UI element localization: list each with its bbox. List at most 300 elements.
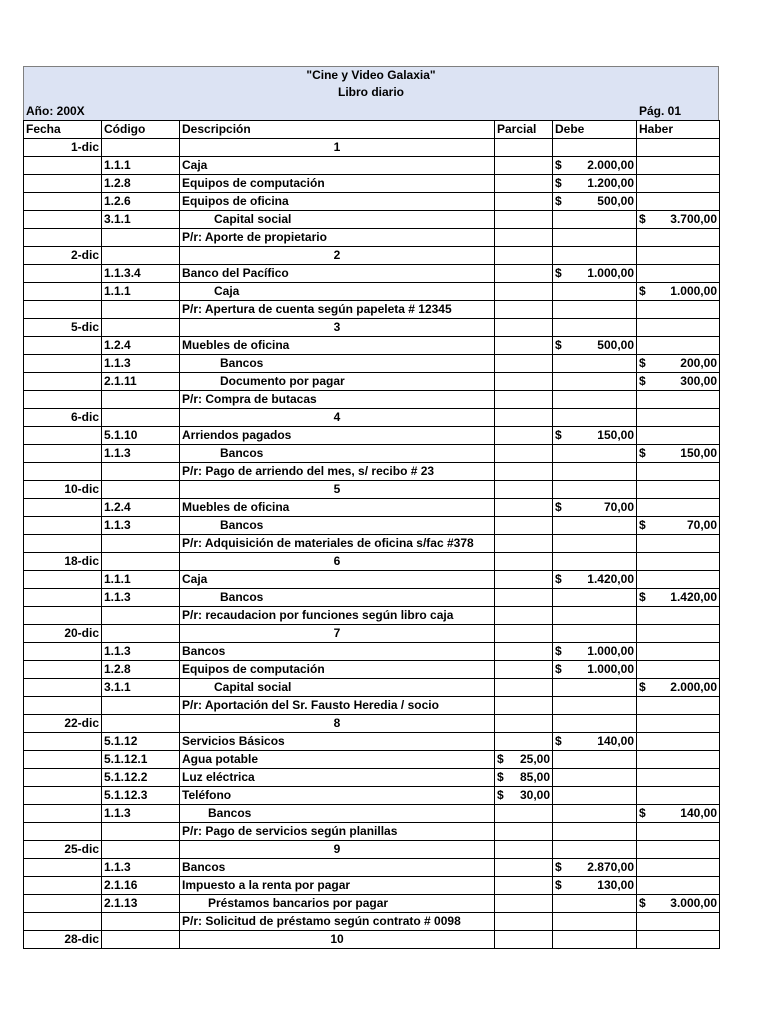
account-description: Caja	[180, 571, 495, 589]
haber-cell	[637, 607, 720, 625]
entry-number: 9	[180, 841, 495, 859]
debe-cell	[553, 913, 637, 931]
debe-cell	[553, 211, 637, 229]
currency-symbol: $	[555, 176, 562, 190]
debe-cell	[553, 787, 637, 805]
haber-cell	[637, 175, 720, 193]
haber-cell	[637, 787, 720, 805]
account-description: Servicios Básicos	[180, 733, 495, 751]
empty-cell	[24, 211, 102, 229]
account-description: P/r: Pago de arriendo del mes, s/ recibo # 23	[180, 463, 495, 481]
empty-cell	[102, 139, 180, 157]
amount: 1.000,00	[670, 284, 717, 298]
table-row	[24, 499, 720, 517]
empty-cell	[24, 463, 102, 481]
table-row	[24, 751, 720, 769]
account-code: 1.1.3	[102, 643, 180, 661]
currency-symbol: $	[639, 356, 646, 370]
debe-cell	[553, 859, 637, 877]
haber-cell	[637, 643, 720, 661]
account-code	[102, 229, 180, 247]
haber-cell	[637, 571, 720, 589]
parcial-cell	[495, 265, 553, 283]
account-description: Bancos	[180, 445, 495, 463]
account-code: 5.1.12	[102, 733, 180, 751]
account-description: P/r: recaudacion por funciones según libro caja	[180, 607, 495, 625]
currency-symbol: $	[639, 446, 646, 460]
parcial-cell	[495, 751, 553, 769]
empty-cell	[637, 625, 720, 643]
currency-symbol: $	[555, 428, 562, 442]
entry-number: 6	[180, 553, 495, 571]
table-row	[24, 733, 720, 751]
account-code: 1.1.3	[102, 445, 180, 463]
parcial-cell	[495, 445, 553, 463]
debe-cell	[553, 265, 637, 283]
entry-header-row	[24, 715, 720, 733]
parcial-cell	[495, 859, 553, 877]
col-parcial: Parcial	[495, 121, 553, 139]
haber-cell	[637, 877, 720, 895]
account-description: Bancos	[180, 517, 495, 535]
empty-cell	[495, 553, 553, 571]
empty-cell	[24, 697, 102, 715]
currency-symbol: $	[497, 770, 504, 784]
entry-date: 20-dic	[24, 625, 102, 643]
account-code	[102, 391, 180, 409]
currency-symbol: $	[555, 338, 562, 352]
entry-header-row	[24, 139, 720, 157]
amount: 70,00	[603, 500, 634, 514]
account-description: P/r: Aportación del Sr. Fausto Heredia / socio	[180, 697, 495, 715]
account-description: Bancos	[180, 805, 495, 823]
haber-cell	[637, 337, 720, 355]
haber-cell	[637, 391, 720, 409]
account-code: 3.1.1	[102, 679, 180, 697]
parcial-cell	[495, 391, 553, 409]
entry-date: 18-dic	[24, 553, 102, 571]
empty-cell	[24, 535, 102, 553]
amount: 140,00	[597, 734, 634, 748]
amount: 2.000,00	[587, 158, 634, 172]
empty-cell	[24, 355, 102, 373]
account-code: 1.1.3	[102, 859, 180, 877]
table-row	[24, 301, 720, 319]
account-description: Caja	[180, 283, 495, 301]
currency-symbol: $	[639, 212, 646, 226]
haber-cell	[637, 193, 720, 211]
account-description: Equipos de computación	[180, 661, 495, 679]
account-code: 1.1.3.4	[102, 265, 180, 283]
currency-symbol: $	[555, 662, 562, 676]
debe-cell	[553, 661, 637, 679]
empty-cell	[495, 715, 553, 733]
empty-cell	[553, 139, 637, 157]
currency-symbol: $	[555, 878, 562, 892]
empty-cell	[102, 931, 180, 949]
parcial-cell	[495, 193, 553, 211]
debe-cell	[553, 679, 637, 697]
account-description: P/r: Apertura de cuenta según papeleta # 12345	[180, 301, 495, 319]
account-description: Bancos	[180, 643, 495, 661]
empty-cell	[24, 733, 102, 751]
table-row	[24, 913, 720, 931]
entry-number: 2	[180, 247, 495, 265]
empty-cell	[637, 931, 720, 949]
entry-number: 5	[180, 481, 495, 499]
account-description: Caja	[180, 157, 495, 175]
empty-cell	[24, 337, 102, 355]
debe-cell	[553, 805, 637, 823]
haber-cell	[637, 355, 720, 373]
haber-cell	[637, 211, 720, 229]
haber-cell	[637, 697, 720, 715]
account-code: 2.1.11	[102, 373, 180, 391]
haber-cell	[637, 499, 720, 517]
empty-cell	[24, 265, 102, 283]
parcial-cell	[495, 355, 553, 373]
empty-cell	[495, 409, 553, 427]
empty-cell	[24, 661, 102, 679]
empty-cell	[553, 931, 637, 949]
amount: 25,00	[519, 752, 550, 766]
account-code: 2.1.16	[102, 877, 180, 895]
amount: 3.700,00	[670, 212, 717, 226]
table-row	[24, 463, 720, 481]
column-header-row	[24, 121, 720, 139]
debe-cell	[553, 445, 637, 463]
amount: 70,00	[686, 518, 717, 532]
amount: 2.870,00	[587, 860, 634, 874]
empty-cell	[24, 607, 102, 625]
account-description: Bancos	[180, 859, 495, 877]
account-description: Documento por pagar	[180, 373, 495, 391]
currency-symbol: $	[639, 590, 646, 604]
table-row	[24, 427, 720, 445]
currency-symbol: $	[555, 194, 562, 208]
debe-cell	[553, 589, 637, 607]
currency-symbol: $	[639, 374, 646, 388]
account-description: Agua potable	[180, 751, 495, 769]
account-code: 1.2.8	[102, 175, 180, 193]
haber-cell	[637, 301, 720, 319]
account-code: 1.1.3	[102, 589, 180, 607]
currency-symbol: $	[639, 284, 646, 298]
empty-cell	[24, 193, 102, 211]
haber-cell	[637, 913, 720, 931]
debe-cell	[553, 751, 637, 769]
table-row	[24, 355, 720, 373]
empty-cell	[102, 715, 180, 733]
empty-cell	[24, 589, 102, 607]
account-code	[102, 463, 180, 481]
account-description: Equipos de oficina	[180, 193, 495, 211]
haber-cell	[637, 733, 720, 751]
amount: 150,00	[597, 428, 634, 442]
table-row	[24, 193, 720, 211]
amount: 1.000,00	[587, 644, 634, 658]
account-description: Capital social	[180, 211, 495, 229]
debe-cell	[553, 373, 637, 391]
currency-symbol: $	[639, 806, 646, 820]
account-description: P/r: Compra de butacas	[180, 391, 495, 409]
empty-cell	[495, 139, 553, 157]
table-row	[24, 445, 720, 463]
table-row	[24, 607, 720, 625]
amount: 130,00	[597, 878, 634, 892]
haber-cell	[637, 679, 720, 697]
empty-cell	[102, 625, 180, 643]
currency-symbol: $	[639, 518, 646, 532]
amount: 200,00	[680, 356, 717, 370]
parcial-cell	[495, 877, 553, 895]
company-name: "Cine y Video Galaxia"	[306, 68, 436, 82]
table-row	[24, 391, 720, 409]
debe-cell	[553, 517, 637, 535]
table-row	[24, 535, 720, 553]
parcial-cell	[495, 337, 553, 355]
empty-cell	[637, 139, 720, 157]
parcial-cell	[495, 373, 553, 391]
haber-cell	[637, 589, 720, 607]
empty-cell	[24, 283, 102, 301]
table-row	[24, 769, 720, 787]
empty-cell	[102, 481, 180, 499]
empty-cell	[24, 517, 102, 535]
account-code: 1.1.1	[102, 283, 180, 301]
amount: 30,00	[519, 788, 550, 802]
parcial-cell	[495, 427, 553, 445]
col-codigo: Código	[102, 121, 180, 139]
account-code: 3.1.1	[102, 211, 180, 229]
empty-cell	[637, 553, 720, 571]
parcial-cell	[495, 301, 553, 319]
empty-cell	[102, 319, 180, 337]
debe-cell	[553, 391, 637, 409]
debe-cell	[553, 895, 637, 913]
parcial-cell	[495, 697, 553, 715]
empty-cell	[24, 427, 102, 445]
empty-cell	[24, 571, 102, 589]
amount: 1.000,00	[587, 662, 634, 676]
amount: 500,00	[597, 338, 634, 352]
entry-date: 22-dic	[24, 715, 102, 733]
entry-date: 6-dic	[24, 409, 102, 427]
empty-cell	[553, 625, 637, 643]
account-code: 2.1.13	[102, 895, 180, 913]
account-description: Equipos de computación	[180, 175, 495, 193]
empty-cell	[24, 391, 102, 409]
empty-cell	[637, 409, 720, 427]
amount: 1.420,00	[670, 590, 717, 604]
entry-header-row	[24, 481, 720, 499]
account-code: 5.1.12.3	[102, 787, 180, 805]
currency-symbol: $	[555, 266, 562, 280]
empty-cell	[24, 751, 102, 769]
empty-cell	[24, 157, 102, 175]
account-code: 5.1.12.2	[102, 769, 180, 787]
table-row	[24, 373, 720, 391]
parcial-cell	[495, 607, 553, 625]
table-row	[24, 679, 720, 697]
debe-cell	[553, 535, 637, 553]
empty-cell	[637, 319, 720, 337]
journal-body	[24, 139, 720, 949]
page-label: Pág. 01	[639, 104, 682, 118]
journal-table	[23, 120, 720, 949]
empty-cell	[553, 319, 637, 337]
account-description: P/r: Pago de servicios según planillas	[180, 823, 495, 841]
account-code	[102, 301, 180, 319]
account-description: Luz eléctrica	[180, 769, 495, 787]
entry-number: 1	[180, 139, 495, 157]
account-description: Arriendos pagados	[180, 427, 495, 445]
account-code: 1.1.1	[102, 571, 180, 589]
debe-cell	[553, 499, 637, 517]
debe-cell	[553, 355, 637, 373]
account-code	[102, 607, 180, 625]
empty-cell	[24, 499, 102, 517]
entry-number: 3	[180, 319, 495, 337]
account-code: 1.1.3	[102, 355, 180, 373]
debe-cell	[553, 877, 637, 895]
amount: 150,00	[680, 446, 717, 460]
account-description: P/r: Aporte de propietario	[180, 229, 495, 247]
entry-header-row	[24, 319, 720, 337]
amount: 300,00	[680, 374, 717, 388]
account-code	[102, 697, 180, 715]
debe-cell	[553, 157, 637, 175]
table-row	[24, 211, 720, 229]
table-row	[24, 661, 720, 679]
entry-date: 10-dic	[24, 481, 102, 499]
entry-date: 1-dic	[24, 139, 102, 157]
book-title: Libro diario	[338, 85, 404, 99]
account-code: 5.1.12.1	[102, 751, 180, 769]
empty-cell	[102, 553, 180, 571]
parcial-cell	[495, 913, 553, 931]
parcial-cell	[495, 679, 553, 697]
account-code: 1.2.4	[102, 337, 180, 355]
empty-cell	[24, 823, 102, 841]
entry-header-row	[24, 553, 720, 571]
currency-symbol: $	[497, 752, 504, 766]
parcial-cell	[495, 571, 553, 589]
empty-cell	[24, 229, 102, 247]
table-row	[24, 265, 720, 283]
parcial-cell	[495, 517, 553, 535]
parcial-cell	[495, 769, 553, 787]
empty-cell	[637, 841, 720, 859]
table-row	[24, 895, 720, 913]
empty-cell	[553, 553, 637, 571]
empty-cell	[24, 895, 102, 913]
haber-cell	[637, 895, 720, 913]
debe-cell	[553, 571, 637, 589]
parcial-cell	[495, 157, 553, 175]
currency-symbol: $	[555, 860, 562, 874]
parcial-cell	[495, 283, 553, 301]
currency-symbol: $	[497, 788, 504, 802]
empty-cell	[24, 373, 102, 391]
col-descripcion: Descripción	[180, 121, 495, 139]
debe-cell	[553, 733, 637, 751]
account-code	[102, 913, 180, 931]
empty-cell	[24, 787, 102, 805]
parcial-cell	[495, 463, 553, 481]
table-row	[24, 571, 720, 589]
haber-cell	[637, 229, 720, 247]
entry-date: 5-dic	[24, 319, 102, 337]
amount: 1.000,00	[587, 266, 634, 280]
table-row	[24, 823, 720, 841]
account-code: 1.1.3	[102, 805, 180, 823]
table-row	[24, 589, 720, 607]
empty-cell	[553, 409, 637, 427]
account-code: 5.1.10	[102, 427, 180, 445]
empty-cell	[553, 481, 637, 499]
table-row	[24, 157, 720, 175]
parcial-cell	[495, 643, 553, 661]
account-code: 1.2.6	[102, 193, 180, 211]
account-code: 1.2.8	[102, 661, 180, 679]
debe-cell	[553, 229, 637, 247]
empty-cell	[24, 805, 102, 823]
entry-number: 4	[180, 409, 495, 427]
col-debe: Debe	[553, 121, 637, 139]
table-row	[24, 517, 720, 535]
haber-cell	[637, 661, 720, 679]
currency-symbol: $	[639, 896, 646, 910]
account-description: P/r: Adquisición de materiales de oficina s/fac #378	[180, 535, 495, 553]
haber-cell	[637, 463, 720, 481]
empty-cell	[102, 409, 180, 427]
haber-cell	[637, 805, 720, 823]
empty-cell	[495, 481, 553, 499]
empty-cell	[24, 877, 102, 895]
debe-cell	[553, 643, 637, 661]
table-row	[24, 805, 720, 823]
entry-date: 28-dic	[24, 931, 102, 949]
account-description: Bancos	[180, 355, 495, 373]
debe-cell	[553, 607, 637, 625]
journal-sheet	[23, 66, 719, 949]
account-description: Muebles de oficina	[180, 337, 495, 355]
table-row	[24, 175, 720, 193]
entry-number: 7	[180, 625, 495, 643]
amount: 1.420,00	[587, 572, 634, 586]
empty-cell	[24, 679, 102, 697]
parcial-cell	[495, 661, 553, 679]
empty-cell	[24, 301, 102, 319]
parcial-cell	[495, 499, 553, 517]
account-code: 1.1.1	[102, 157, 180, 175]
account-description: Banco del Pacífico	[180, 265, 495, 283]
empty-cell	[495, 841, 553, 859]
currency-symbol: $	[555, 644, 562, 658]
haber-cell	[637, 265, 720, 283]
parcial-cell	[495, 787, 553, 805]
col-haber: Haber	[637, 121, 720, 139]
debe-cell	[553, 175, 637, 193]
haber-cell	[637, 373, 720, 391]
currency-symbol: $	[639, 680, 646, 694]
table-row	[24, 877, 720, 895]
empty-cell	[24, 175, 102, 193]
parcial-cell	[495, 175, 553, 193]
parcial-cell	[495, 805, 553, 823]
account-code	[102, 823, 180, 841]
